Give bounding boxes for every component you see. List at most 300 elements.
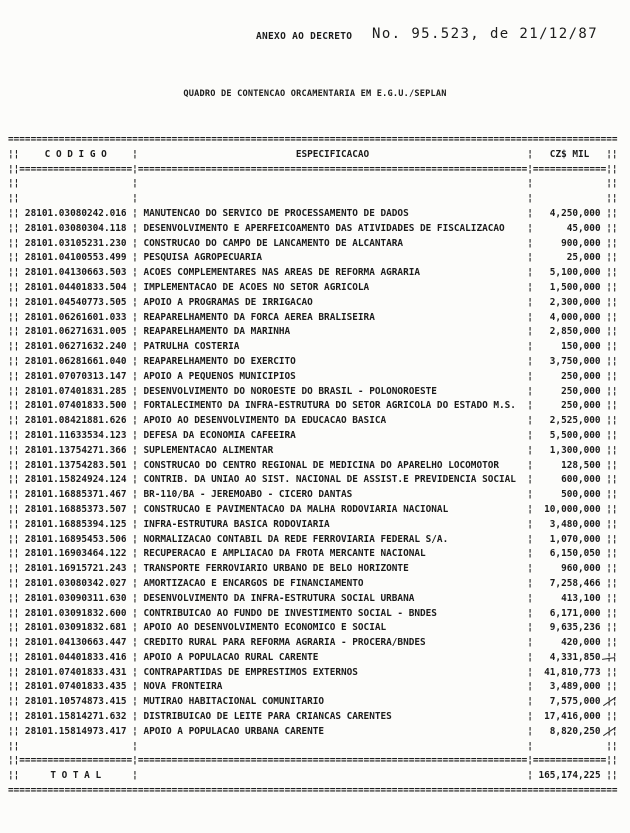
column-divider: ¦ xyxy=(527,178,533,190)
column-divider: ¦¦ xyxy=(606,385,618,397)
column-divider: ¦¦ xyxy=(8,637,20,649)
row-code: 28101.07401833.500 xyxy=(24,400,127,412)
row-code: 28101.16885371.467 xyxy=(24,489,127,501)
column-divider: ¦¦ xyxy=(606,725,618,737)
column-divider: ¦ xyxy=(132,459,138,471)
column-divider: ¦ xyxy=(132,178,138,190)
column-divider: ¦ xyxy=(132,563,138,575)
row-spec: DESENVOLVIMENTO DA INFRA-ESTRUTURA SOCIAL URBANA xyxy=(143,592,415,604)
column-divider: ¦ xyxy=(527,311,533,323)
separator-line xyxy=(8,754,618,769)
row-value: 3,480,000 xyxy=(549,518,601,530)
row-code: 28101.15824924.124 xyxy=(24,474,127,486)
column-divider: ¦¦ xyxy=(8,296,20,308)
table-row xyxy=(8,296,618,311)
row-code: 28101.13754271.366 xyxy=(24,444,127,456)
table-row xyxy=(8,695,618,710)
row-spec: DISTRIBUICAO DE LEITE PARA CRIANCAS CARENTES xyxy=(143,711,392,723)
row-spec: REAPARELHAMENTO DA MARINHA xyxy=(143,326,291,338)
column-header-codigo: C O D I G O xyxy=(44,148,107,160)
column-divider: ¦ xyxy=(132,296,138,308)
column-divider: ¦¦ xyxy=(8,563,20,575)
row-value: 8,820,250 xyxy=(549,725,601,737)
column-divider: ¦¦ xyxy=(8,577,20,589)
table-row xyxy=(8,651,618,666)
row-spec: APOIO A POPULACAO URBANA CARENTE xyxy=(143,725,325,737)
row-value: 2,525,000 xyxy=(549,415,601,427)
column-divider: ¦ xyxy=(527,237,533,249)
row-code: 28101.07401833.435 xyxy=(24,681,127,693)
column-divider: ¦¦ xyxy=(8,740,20,752)
row-value: 1,500,000 xyxy=(549,281,601,293)
table-border-line: ============================================================================================================ xyxy=(8,785,618,797)
column-divider: ¦¦ xyxy=(606,148,618,160)
column-divider: ¦ xyxy=(132,518,138,530)
column-divider: ¦ xyxy=(527,666,533,678)
column-divider: ¦¦ xyxy=(606,267,618,279)
column-divider: ¦ xyxy=(527,711,533,723)
column-divider: ¦¦ xyxy=(8,770,20,782)
row-code: 28101.03091832.600 xyxy=(24,607,127,619)
column-divider: ¦¦ xyxy=(8,533,20,545)
column-divider: ¦ xyxy=(527,755,533,767)
table-row xyxy=(8,399,618,414)
column-divider: ¦¦ xyxy=(606,222,618,234)
row-value: 250,000 xyxy=(561,370,601,382)
column-divider: ¦ xyxy=(527,518,533,530)
column-divider: ¦¦ xyxy=(606,666,618,678)
empty-cell xyxy=(19,177,132,192)
column-divider: ¦ xyxy=(132,370,138,382)
column-divider: ¦ xyxy=(132,355,138,367)
row-code: 28101.11633534.123 xyxy=(24,429,127,441)
column-divider: ¦¦ xyxy=(8,429,20,441)
column-divider: ¦¦ xyxy=(606,592,618,604)
table-row xyxy=(8,222,618,237)
column-divider: ¦¦ xyxy=(8,281,20,293)
column-divider: ¦ xyxy=(132,385,138,397)
row-spec: NOVA FRONTEIRA xyxy=(143,681,223,693)
column-divider: ¦ xyxy=(132,489,138,501)
column-divider: ¦¦ xyxy=(606,622,618,634)
row-spec: MUTIRAO HABITACIONAL COMUNITARIO xyxy=(143,696,325,708)
row-code: 28101.13754283.501 xyxy=(24,459,127,471)
row-spec: CONTRIB. DA UNIAO AO SIST. NACIONAL DE ASSIST.E PREVIDENCIA SOCIAL xyxy=(143,474,516,486)
row-spec: CONSTRUCAO DO CENTRO REGIONAL DE MEDICINA DO APARELHO LOCOMOTOR xyxy=(143,459,500,471)
row-spec: APOIO A PROGRAMAS DE IRRIGACAO xyxy=(143,296,313,308)
row-code: 28101.16885394.125 xyxy=(24,518,127,530)
row-spec: DEFESA DA ECONOMIA CAFEEIRA xyxy=(143,429,296,441)
column-divider: ¦ xyxy=(527,651,533,663)
table-row xyxy=(8,488,618,503)
column-divider: ¦ xyxy=(527,533,533,545)
column-divider: ¦ xyxy=(132,725,138,737)
column-divider: ¦¦ xyxy=(606,681,618,693)
column-divider: ¦ xyxy=(132,696,138,708)
column-divider: ¦¦ xyxy=(8,503,20,515)
column-divider: ¦¦ xyxy=(606,326,618,338)
column-divider: ¦ xyxy=(527,563,533,575)
decree-number: No. 95.523, de 21/12/87 xyxy=(372,26,599,42)
column-divider: ¦¦ xyxy=(606,252,618,264)
column-divider: ¦ xyxy=(132,770,138,782)
column-divider: ¦ xyxy=(132,503,138,515)
column-divider: ¦ xyxy=(527,444,533,456)
column-divider: ¦¦ xyxy=(8,193,20,205)
row-code: 28101.04130663.447 xyxy=(24,637,127,649)
column-divider: ¦ xyxy=(132,415,138,427)
table-row xyxy=(8,547,618,562)
row-code: 28101.15814973.417 xyxy=(24,725,127,737)
column-divider: ¦¦ xyxy=(606,444,618,456)
column-divider: ¦ xyxy=(132,548,138,560)
column-divider: ¦¦ xyxy=(8,696,20,708)
column-divider: ¦ xyxy=(527,400,533,412)
row-value: 500,000 xyxy=(561,489,601,501)
empty-cell xyxy=(138,177,527,192)
column-divider: ¦¦ xyxy=(8,267,20,279)
column-divider: ¦ xyxy=(132,163,138,175)
column-divider: ¦ xyxy=(132,326,138,338)
column-divider: ¦ xyxy=(132,429,138,441)
column-divider: ¦ xyxy=(132,237,138,249)
table-row xyxy=(8,592,618,607)
column-divider: ¦ xyxy=(527,355,533,367)
row-code: 28101.16915721.243 xyxy=(24,563,127,575)
row-value: 4,250,000 xyxy=(549,207,601,219)
empty-cell xyxy=(533,177,606,192)
column-divider: ¦¦ xyxy=(8,148,20,160)
column-divider: ¦¦ xyxy=(606,548,618,560)
column-divider: ¦¦ xyxy=(8,252,20,264)
row-spec: CONTRIBUICAO AO FUNDO DE INVESTIMENTO SOCIAL - BNDES xyxy=(143,607,437,619)
column-divider: ¦ xyxy=(132,474,138,486)
row-value: 6,150,050 xyxy=(549,548,601,560)
separator-segment: ============= xyxy=(532,755,607,767)
row-value: 1,070,000 xyxy=(549,533,601,545)
row-spec: BR-110/BA - JEREMOABO - CICERO DANTAS xyxy=(143,489,353,501)
table-row xyxy=(8,562,618,577)
column-divider: ¦ xyxy=(527,592,533,604)
table-row xyxy=(8,577,618,592)
column-divider: ¦¦ xyxy=(606,193,618,205)
column-divider: ¦ xyxy=(527,267,533,279)
table-row xyxy=(8,311,618,326)
column-divider: ¦ xyxy=(527,296,533,308)
column-divider: ¦ xyxy=(527,326,533,338)
column-divider: ¦¦ xyxy=(606,429,618,441)
column-divider: ¦ xyxy=(132,311,138,323)
row-spec: DESENVOLVIMENTO E APERFEICOAMENTO DAS ATIVIDADES DE FISCALIZACAO xyxy=(143,222,505,234)
row-value: 4,331,850 xyxy=(549,651,601,663)
row-value: 5,100,000 xyxy=(549,267,601,279)
column-divider: ¦¦ xyxy=(606,533,618,545)
row-value: 250,000 xyxy=(561,400,601,412)
column-divider: ¦ xyxy=(132,207,138,219)
column-divider: ¦¦ xyxy=(8,592,20,604)
row-value: 17,416,000 xyxy=(544,711,601,723)
row-value: 900,000 xyxy=(561,237,601,249)
column-divider: ¦ xyxy=(132,533,138,545)
row-value: 41,810,773 xyxy=(544,666,601,678)
table-row xyxy=(8,607,618,622)
column-divider: ¦ xyxy=(527,489,533,501)
column-divider: ¦¦ xyxy=(606,577,618,589)
column-divider: ¦¦ xyxy=(8,666,20,678)
row-value: 7,575,000 xyxy=(549,696,601,708)
row-code: 28101.10574873.415 xyxy=(24,696,127,708)
total-value: 165,174,225 xyxy=(538,770,601,782)
row-spec: IMPLEMENTACAO DE ACOES NO SETOR AGRICOLA xyxy=(143,281,370,293)
row-value: 413,100 xyxy=(561,592,601,604)
table-row xyxy=(8,636,618,651)
column-divider: ¦ xyxy=(527,370,533,382)
table-border xyxy=(8,784,618,799)
column-divider: ¦ xyxy=(527,222,533,234)
row-spec: NORMALIZACAO CONTABIL DA REDE FERROVIARIA FEDERAL S/A. xyxy=(143,533,449,545)
row-spec: DESENVOLVIMENTO DO NOROESTE DO BRASIL - POLONOROESTE xyxy=(143,385,437,397)
column-divider: ¦¦ xyxy=(606,281,618,293)
column-divider: ¦ xyxy=(527,770,533,782)
column-divider: ¦ xyxy=(527,725,533,737)
column-divider: ¦ xyxy=(132,622,138,634)
column-divider: ¦¦ xyxy=(606,755,618,767)
column-divider: ¦ xyxy=(527,577,533,589)
column-divider: ¦ xyxy=(527,740,533,752)
column-divider: ¦ xyxy=(132,444,138,456)
column-divider: ¦¦ xyxy=(8,548,20,560)
row-code: 28101.04100553.499 xyxy=(24,252,127,264)
table-row xyxy=(8,473,618,488)
blank-row xyxy=(8,177,618,192)
column-divider: ¦ xyxy=(527,637,533,649)
row-code: 28101.16885373.507 xyxy=(24,503,127,515)
column-divider: ¦¦ xyxy=(606,207,618,219)
row-code: 28101.06281661.040 xyxy=(24,355,127,367)
column-divider: ¦ xyxy=(527,681,533,693)
column-divider: ¦ xyxy=(132,577,138,589)
row-code: 28101.15814271.632 xyxy=(24,711,127,723)
column-divider: ¦ xyxy=(132,711,138,723)
row-code: 28101.03105231.230 xyxy=(24,237,127,249)
column-divider: ¦ xyxy=(527,474,533,486)
table-row xyxy=(8,710,618,725)
row-value: 128,500 xyxy=(561,459,601,471)
annex-label: ANEXO AO DECRETO xyxy=(256,31,353,42)
table-border-line: ============================================================================================================ xyxy=(8,134,618,145)
column-divider: ¦ xyxy=(132,341,138,353)
separator-segment: ===================================================================== xyxy=(137,755,528,767)
column-divider: ¦ xyxy=(527,193,533,205)
column-divider: ¦ xyxy=(527,459,533,471)
table-row xyxy=(8,281,618,296)
row-spec: INFRA-ESTRUTURA BASICA RODOVIARIA xyxy=(143,518,330,530)
column-divider: ¦¦ xyxy=(8,311,20,323)
table-row xyxy=(8,680,618,695)
row-code: 28101.03091832.681 xyxy=(24,622,127,634)
column-divider: ¦¦ xyxy=(606,400,618,412)
column-divider: ¦¦ xyxy=(8,355,20,367)
empty-cell xyxy=(138,769,527,784)
row-value: 25,000 xyxy=(566,252,601,264)
table-border xyxy=(8,133,618,148)
column-divider: ¦¦ xyxy=(606,651,618,663)
column-divider: ¦ xyxy=(132,607,138,619)
column-divider: ¦¦ xyxy=(606,474,618,486)
separator-segment: ============= xyxy=(532,163,607,175)
row-spec: AMORTIZACAO E ENCARGOS DE FINANCIAMENTO xyxy=(143,577,364,589)
column-divider: ¦ xyxy=(527,696,533,708)
blank-row xyxy=(8,740,618,755)
separator-line xyxy=(8,163,618,178)
row-value: 600,000 xyxy=(561,474,601,486)
column-divider: ¦ xyxy=(132,400,138,412)
separator-segment: ===================================================================== xyxy=(137,163,528,175)
separator-segment: ==================== xyxy=(19,755,133,767)
column-divider: ¦¦ xyxy=(8,163,20,175)
total-row xyxy=(8,769,618,784)
column-divider: ¦ xyxy=(527,148,533,160)
table-row xyxy=(8,533,618,548)
table-row xyxy=(8,237,618,252)
column-divider: ¦¦ xyxy=(8,755,20,767)
total-label: T O T A L xyxy=(50,770,102,782)
empty-cell xyxy=(533,740,606,755)
row-value: 45,000 xyxy=(566,222,601,234)
column-divider: ¦¦ xyxy=(606,311,618,323)
column-divider: ¦ xyxy=(527,252,533,264)
row-code: 28101.03080342.027 xyxy=(24,577,127,589)
table-row xyxy=(8,414,618,429)
row-value: 5,500,000 xyxy=(549,429,601,441)
column-divider: ¦ xyxy=(132,755,138,767)
column-divider: ¦¦ xyxy=(8,326,20,338)
column-divider: ¦¦ xyxy=(8,415,20,427)
column-divider: ¦¦ xyxy=(606,341,618,353)
row-value: 9,635,236 xyxy=(549,622,601,634)
column-divider: ¦¦ xyxy=(606,489,618,501)
column-divider: ¦ xyxy=(132,148,138,160)
column-divider: ¦¦ xyxy=(8,237,20,249)
row-spec: CONSTRUCAO DO CAMPO DE LANCAMENTO DE ALCANTARA xyxy=(143,237,404,249)
column-divider: ¦ xyxy=(527,429,533,441)
column-header-czs-mil: CZ$ MIL xyxy=(549,148,590,160)
column-divider: ¦¦ xyxy=(606,163,618,175)
row-value: 4,000,000 xyxy=(549,311,601,323)
column-divider: ¦¦ xyxy=(8,178,20,190)
column-divider: ¦¦ xyxy=(8,222,20,234)
column-divider: ¦ xyxy=(132,193,138,205)
row-value: 420,000 xyxy=(561,637,601,649)
empty-cell xyxy=(533,192,606,207)
table-row xyxy=(8,666,618,681)
table-row xyxy=(8,325,618,340)
row-value: 250,000 xyxy=(561,385,601,397)
row-value: 6,171,000 xyxy=(549,607,601,619)
row-code: 28101.04130663.503 xyxy=(24,267,127,279)
table-row xyxy=(8,266,618,281)
column-divider: ¦¦ xyxy=(606,370,618,382)
column-divider: ¦ xyxy=(527,548,533,560)
column-divider: ¦ xyxy=(132,651,138,663)
column-divider: ¦¦ xyxy=(606,696,618,708)
row-spec: TRANSPORTE FERROVIARIO URBANO DE BELO HORIZONTE xyxy=(143,563,409,575)
column-divider: ¦¦ xyxy=(8,518,20,530)
row-spec: RECUPERACAO E AMPLIACAO DA FROTA MERCANTE NACIONAL xyxy=(143,548,426,560)
column-divider: ¦¦ xyxy=(8,725,20,737)
column-divider: ¦¦ xyxy=(606,563,618,575)
row-value: 3,750,000 xyxy=(549,355,601,367)
column-divider: ¦¦ xyxy=(8,681,20,693)
column-divider: ¦¦ xyxy=(8,651,20,663)
column-divider: ¦¦ xyxy=(8,489,20,501)
column-divider: ¦¦ xyxy=(606,607,618,619)
column-divider: ¦¦ xyxy=(8,370,20,382)
column-divider: ¦¦ xyxy=(8,400,20,412)
row-code: 28101.07401831.285 xyxy=(24,385,127,397)
table-row xyxy=(8,429,618,444)
column-divider: ¦¦ xyxy=(8,444,20,456)
table-row xyxy=(8,503,618,518)
budget-table xyxy=(8,133,618,799)
column-divider: ¦ xyxy=(527,622,533,634)
column-divider: ¦ xyxy=(132,281,138,293)
table-row xyxy=(8,621,618,636)
empty-cell xyxy=(19,740,132,755)
page-title: QUADRO DE CONTENCAO ORCAMENTARIA EM E.G.U./SEPLAN xyxy=(183,89,447,99)
column-divider: ¦¦ xyxy=(606,770,618,782)
column-divider: ¦ xyxy=(527,163,533,175)
column-divider: ¦¦ xyxy=(606,637,618,649)
column-divider: ¦¦ xyxy=(606,237,618,249)
row-value: 3,489,000 xyxy=(549,681,601,693)
column-divider: ¦¦ xyxy=(606,415,618,427)
column-divider: ¦ xyxy=(132,592,138,604)
row-spec: ACOES COMPLEMENTARES NAS AREAS DE REFORMA AGRARIA xyxy=(143,267,421,279)
column-divider: ¦¦ xyxy=(606,355,618,367)
table-row xyxy=(8,370,618,385)
column-divider: ¦¦ xyxy=(606,296,618,308)
column-divider: ¦¦ xyxy=(606,518,618,530)
row-spec: APOIO A PEQUENOS MUNICIPIOS xyxy=(143,370,296,382)
row-value: 1,300,000 xyxy=(549,444,601,456)
row-code: 28101.07070313.147 xyxy=(24,370,127,382)
column-divider: ¦ xyxy=(527,341,533,353)
row-spec: APOIO AO DESENVOLVIMENTO DA EDUCACAO BASICA xyxy=(143,415,387,427)
row-spec: APOIO A POPULACAO RURAL CARENTE xyxy=(143,651,319,663)
row-spec: REAPARELHAMENTO DO EXERCITO xyxy=(143,355,296,367)
column-divider: ¦¦ xyxy=(8,385,20,397)
row-spec: SUPLEMENTACAO ALIMENTAR xyxy=(143,444,274,456)
row-spec: APOIO AO DESENVOLVIMENTO ECONOMICO E SOCIAL xyxy=(143,622,387,634)
column-divider: ¦ xyxy=(132,740,138,752)
row-code: 28101.07401833.431 xyxy=(24,666,127,678)
column-divider: ¦¦ xyxy=(606,740,618,752)
row-value: 960,000 xyxy=(561,563,601,575)
row-spec: PESQUISA AGROPECUARIA xyxy=(143,252,262,264)
column-divider: ¦¦ xyxy=(606,178,618,190)
row-value: 2,300,000 xyxy=(549,296,601,308)
column-divider: ¦ xyxy=(132,681,138,693)
row-code: 28101.03080242.016 xyxy=(24,207,127,219)
column-divider: ¦¦ xyxy=(8,622,20,634)
empty-cell xyxy=(19,192,132,207)
column-divider: ¦¦ xyxy=(606,711,618,723)
row-spec: MANUTENCAO DO SERVICO DE PROCESSAMENTO DE DADOS xyxy=(143,207,409,219)
row-code: 28101.06261601.033 xyxy=(24,311,127,323)
row-code: 28101.03080304.118 xyxy=(24,222,127,234)
row-code: 28101.03090311.630 xyxy=(24,592,127,604)
